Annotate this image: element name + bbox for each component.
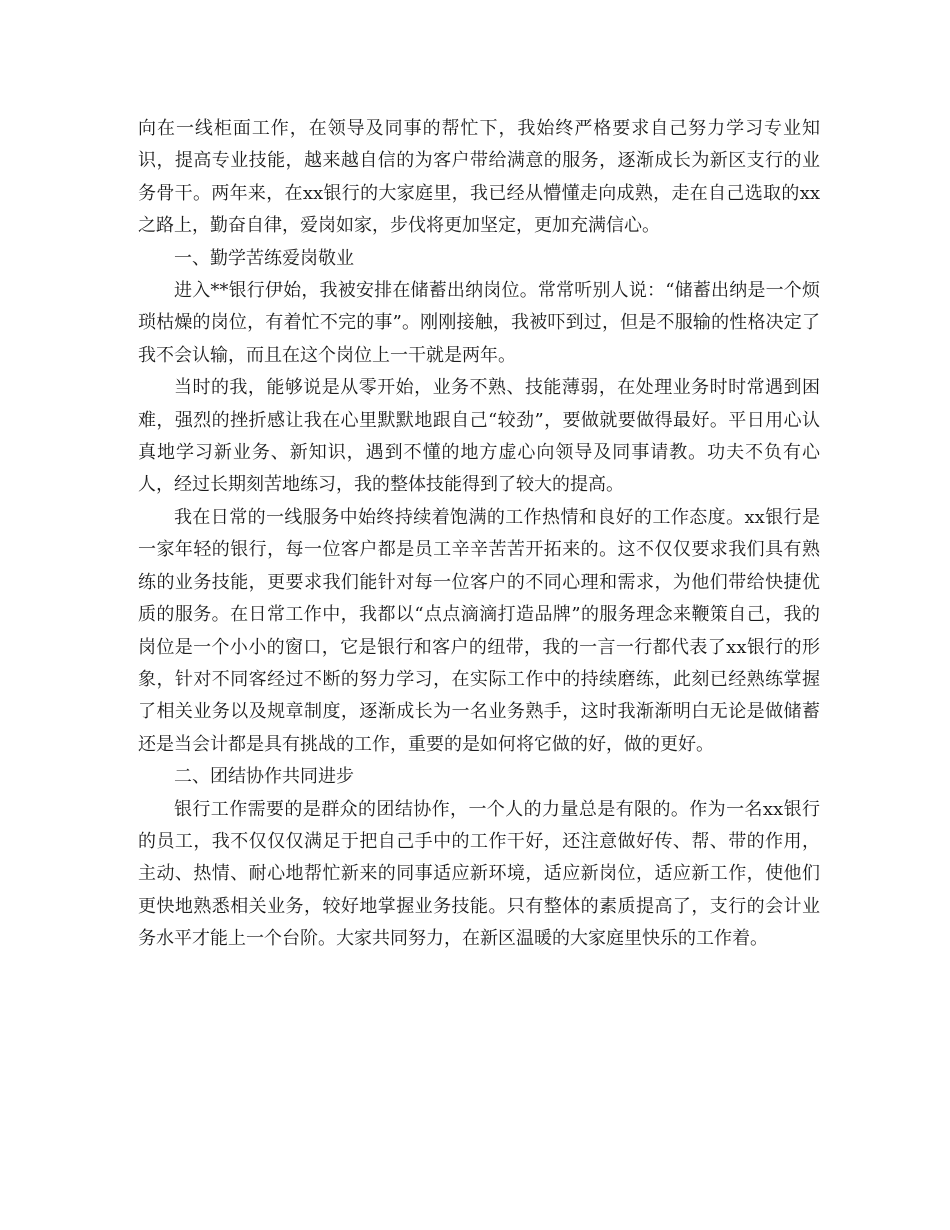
paragraph-section1-a: 进入**银行伊始，我被安排在储蓄出纳岗位。常常听别人说：“储蓄出纳是一个烦琐枯燥的岗位，有着忙不完的事”。刚刚接触，我被吓到过，但是不服输的性格决定了我不会认输，而且在这个岗位上一干就是两年。 <box>138 280 820 366</box>
section-heading-2: 二、团结协作共同进步 <box>174 766 354 788</box>
paragraph-section1-b: 当时的我，能够说是从零开始，业务不熟、技能薄弱，在处理业务时时常遇到困难，强烈的挫折感让我在心里默默地跟自己“较劲”，要做就要做得最好。平日用心认真地学习新业务、新知识，遇到不懂的地方虚心向领导及同事请教。功夫不负有心人，经过长期刻苦地练习，我的整体技能得到了较大的提高。 <box>138 377 820 496</box>
paragraph-section2-a: 银行工作需要的是群众的团结协作，一个人的力量总是有限的。作为一名xx银行的员工，我不仅仅仅满足于把自己手中的工作干好，还注意做好传、帮、带的作用，主动、热情、耐心地帮忙新来的同事适应新环境，适应新岗位，适应新工作，使他们更快地熟悉相关业务，较好地掌握业务技能。只有整体的素质提高了，支行的会计业务水平才能上一个台阶。大家共同努力，在新区温暖的大家庭里快乐的工作着。 <box>138 798 820 950</box>
paragraph-section1-c: 我在日常的一线服务中始终持续着饱满的工作热情和良好的工作态度。xx银行是一家年轻的银行，每一位客户都是员工辛辛苦苦开拓来的。这不仅仅要求我们具有熟练的业务技能，更要求我们能针对每一位客户的不同心理和需求，为他们带给快捷优质的服务。在日常工作中，我都以“点点滴滴打造品牌”的服务理念来鞭策自己，我的岗位是一个小小的窗口，它是银行和客户的纽带，我的一言一行都代表了xx银行的形象，针对不同客经过不断的努力学习，在实际工作中的持续磨练，此刻已经熟练掌握了相关业务以及规章制度，逐渐成长为一名业务熟手，这时我渐渐明白无论是做储蓄还是当会计都是具有挑战的工作，重要的是如何将它做的好，做的更好。 <box>138 506 820 755</box>
document-body <box>138 113 820 956</box>
section-heading-1: 一、勤学苦练爱岗敬业 <box>174 247 354 269</box>
paragraph-intro: 向在一线柜面工作，在领导及同事的帮忙下，我始终严格要求自己努力学习专业知识，提高专业技能，越来越自信的为客户带给满意的服务，逐渐成长为新区支行的业务骨干。两年来，在xx银行的大家庭里，我已经从懵懂走向成熟，走在自己选取的xx之路上，勤奋自律，爱岗如家，步伐将更加坚定，更加充满信心。 <box>138 118 820 237</box>
